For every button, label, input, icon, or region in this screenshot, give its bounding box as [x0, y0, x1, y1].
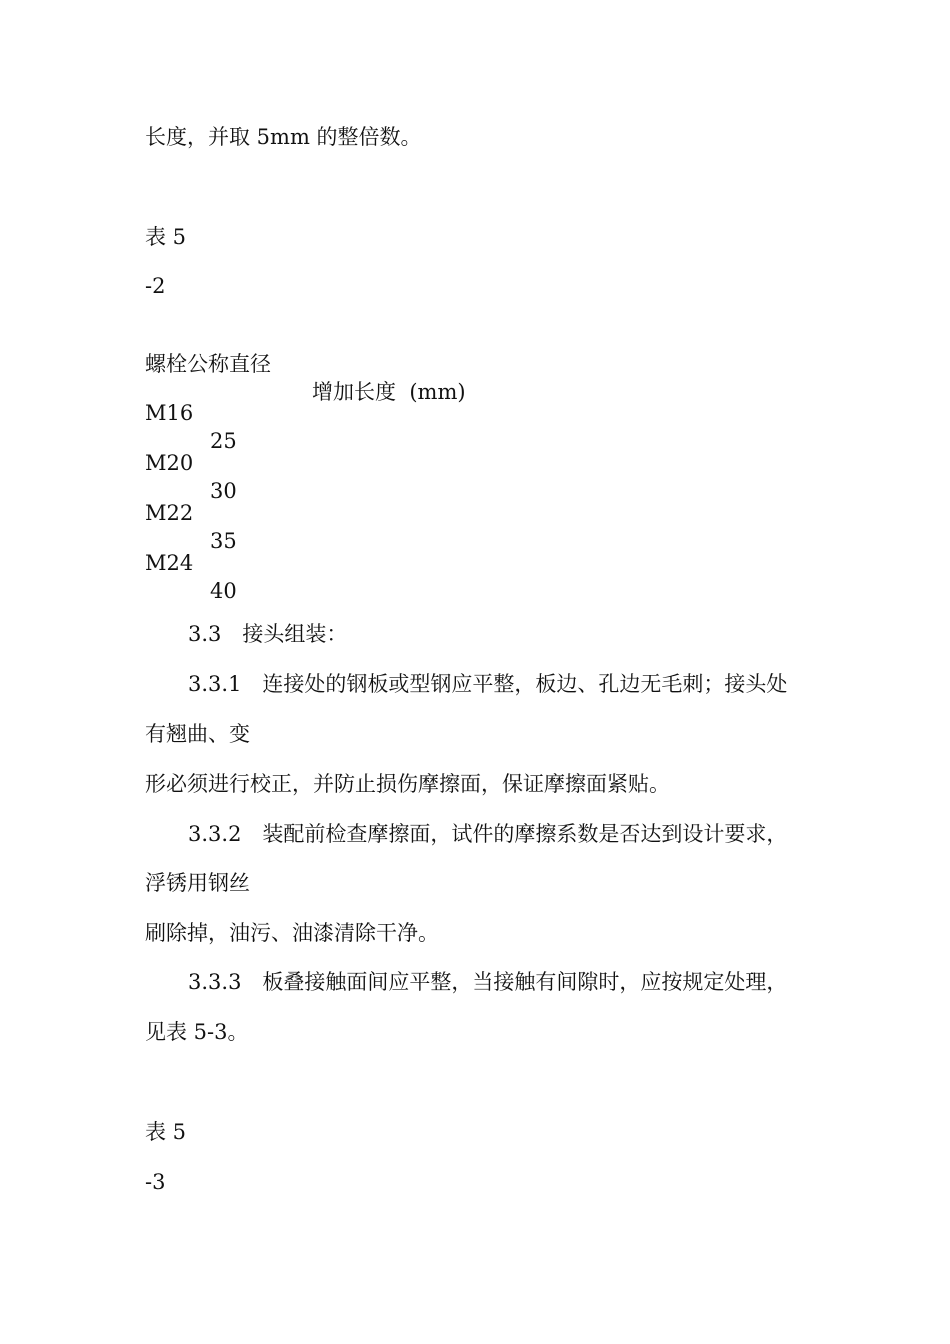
table-cell-length: 30	[210, 479, 237, 503]
table-cell-length: 40	[210, 579, 237, 603]
table-caption: 表 5	[145, 1120, 187, 1144]
paragraph-text: 浮锈用钢丝	[145, 871, 250, 895]
table-row	[0, 521, 950, 633]
paragraph-text: 有翘曲、变	[145, 722, 250, 746]
paragraph-text: 3.3.3 板叠接触面间应平整，当接触有间隙时，应按规定处理，	[188, 970, 788, 994]
table-cell-bolt-size: M22	[145, 501, 194, 525]
paragraph-text: 3.3.2 装配前检查摩擦面，试件的摩擦系数是否达到设计要求，	[188, 822, 788, 846]
paragraph-text: 刷除掉，油污、油漆清除干净。	[145, 921, 439, 945]
table-caption-number: -2	[145, 274, 166, 298]
paragraph-text: 形必须进行校正，并防止损伤摩擦面，保证摩擦面紧贴。	[145, 772, 670, 796]
table-cell-bolt-size: M24	[145, 551, 194, 575]
paragraph-text: 长度，并取 5mm 的整倍数。	[145, 125, 422, 149]
paragraph-text: 3.3.1 连接处的钢板或型钢应平整，板边、孔边无毛刺；接头处	[188, 672, 788, 696]
paragraph-text: 见表 5-3。	[145, 1020, 249, 1044]
table-header-diameter: 螺栓公称直径	[145, 352, 271, 376]
table-cell-length: 35	[210, 529, 237, 553]
table-cell-bolt-size: M20	[145, 451, 194, 475]
table-header-added-length: 增加长度 (mm)	[312, 380, 466, 404]
table-caption: 表 5	[145, 225, 187, 249]
table-caption-number: -3	[145, 1170, 166, 1194]
section-heading: 3.3 接头组装：	[188, 622, 348, 646]
table-cell-bolt-size: M16	[145, 401, 194, 425]
table-cell-length: 25	[210, 429, 237, 453]
